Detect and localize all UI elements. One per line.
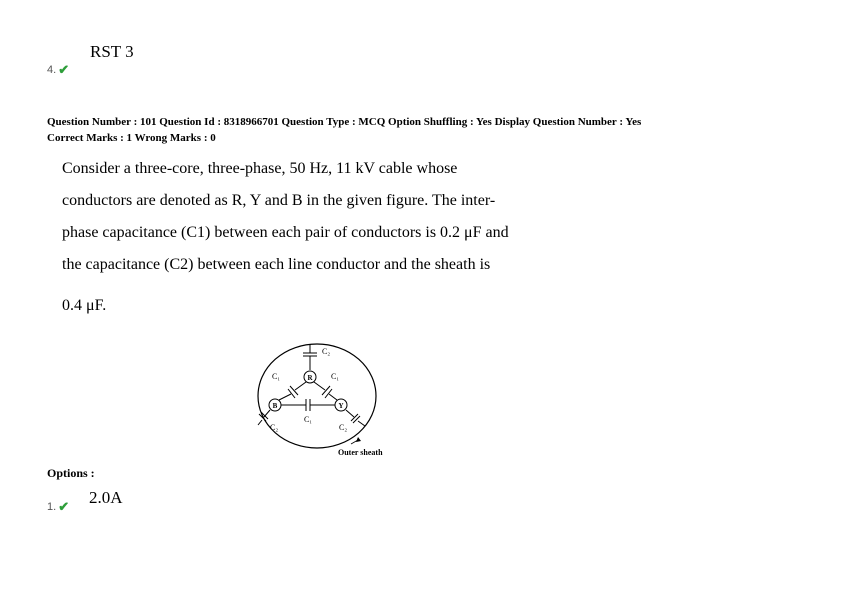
c2-capacitor-top [303, 344, 317, 370]
conductor-b-label: B [272, 402, 278, 410]
option-value: 2.0A [89, 488, 123, 507]
c1-label-right: C₁ [331, 372, 340, 381]
question-text-line-3: phase capacitance (C1) between each pair of conductors is 0.2 μF and [62, 224, 509, 241]
question-text-line-5: 0.4 μF. [62, 297, 107, 314]
c2-label-top: C₂ [322, 347, 331, 356]
c1-label-bottom: C₁ [303, 415, 313, 424]
option-index [47, 500, 69, 513]
conductor-y-label: Y [338, 402, 344, 410]
c1-capacitor-by [281, 399, 335, 411]
question-text-line-4: the capacitance (C2) between each line conductor and the sheath is [62, 256, 491, 273]
question-meta-line-1: Question Number : 101 Question Id : 8318966701 Question Type : MCQ Option Shuffling : Yes Display Question Number : Yes [47, 116, 642, 128]
options-heading: Options : [47, 466, 95, 480]
outer-sheath-label: Outer sheath [338, 448, 383, 457]
c2-label-left: C₂ [270, 423, 279, 432]
c1-capacitor-ry [314, 382, 337, 400]
cable-capacitance-figure [255, 340, 415, 465]
c2-label-right: C₂ [339, 423, 348, 432]
exam-title: RST 3 [90, 42, 134, 61]
question-index-label: 4. [47, 63, 57, 76]
c1-capacitor-rb [279, 382, 306, 400]
option-index-label: 1. [47, 500, 57, 513]
c2-capacitor-right [346, 410, 365, 426]
conductor-r-label: R [307, 374, 313, 382]
check-mark-icon: ✔ [58, 62, 70, 77]
question-index [47, 63, 69, 76]
check-mark-icon: ✔ [58, 499, 70, 514]
question-meta-line-2: Correct Marks : 1 Wrong Marks : 0 [47, 132, 216, 144]
question-text-line-2: conductors are denoted as R, Y and B in the given figure. The inter- [62, 192, 496, 209]
c1-label-left: C₁ [272, 372, 281, 381]
c2-capacitor-left [258, 410, 270, 425]
question-text-line-1: Consider a three-core, three-phase, 50 Hz, 11 kV cable whose [62, 160, 458, 177]
outer-sheath-circle [258, 344, 376, 448]
